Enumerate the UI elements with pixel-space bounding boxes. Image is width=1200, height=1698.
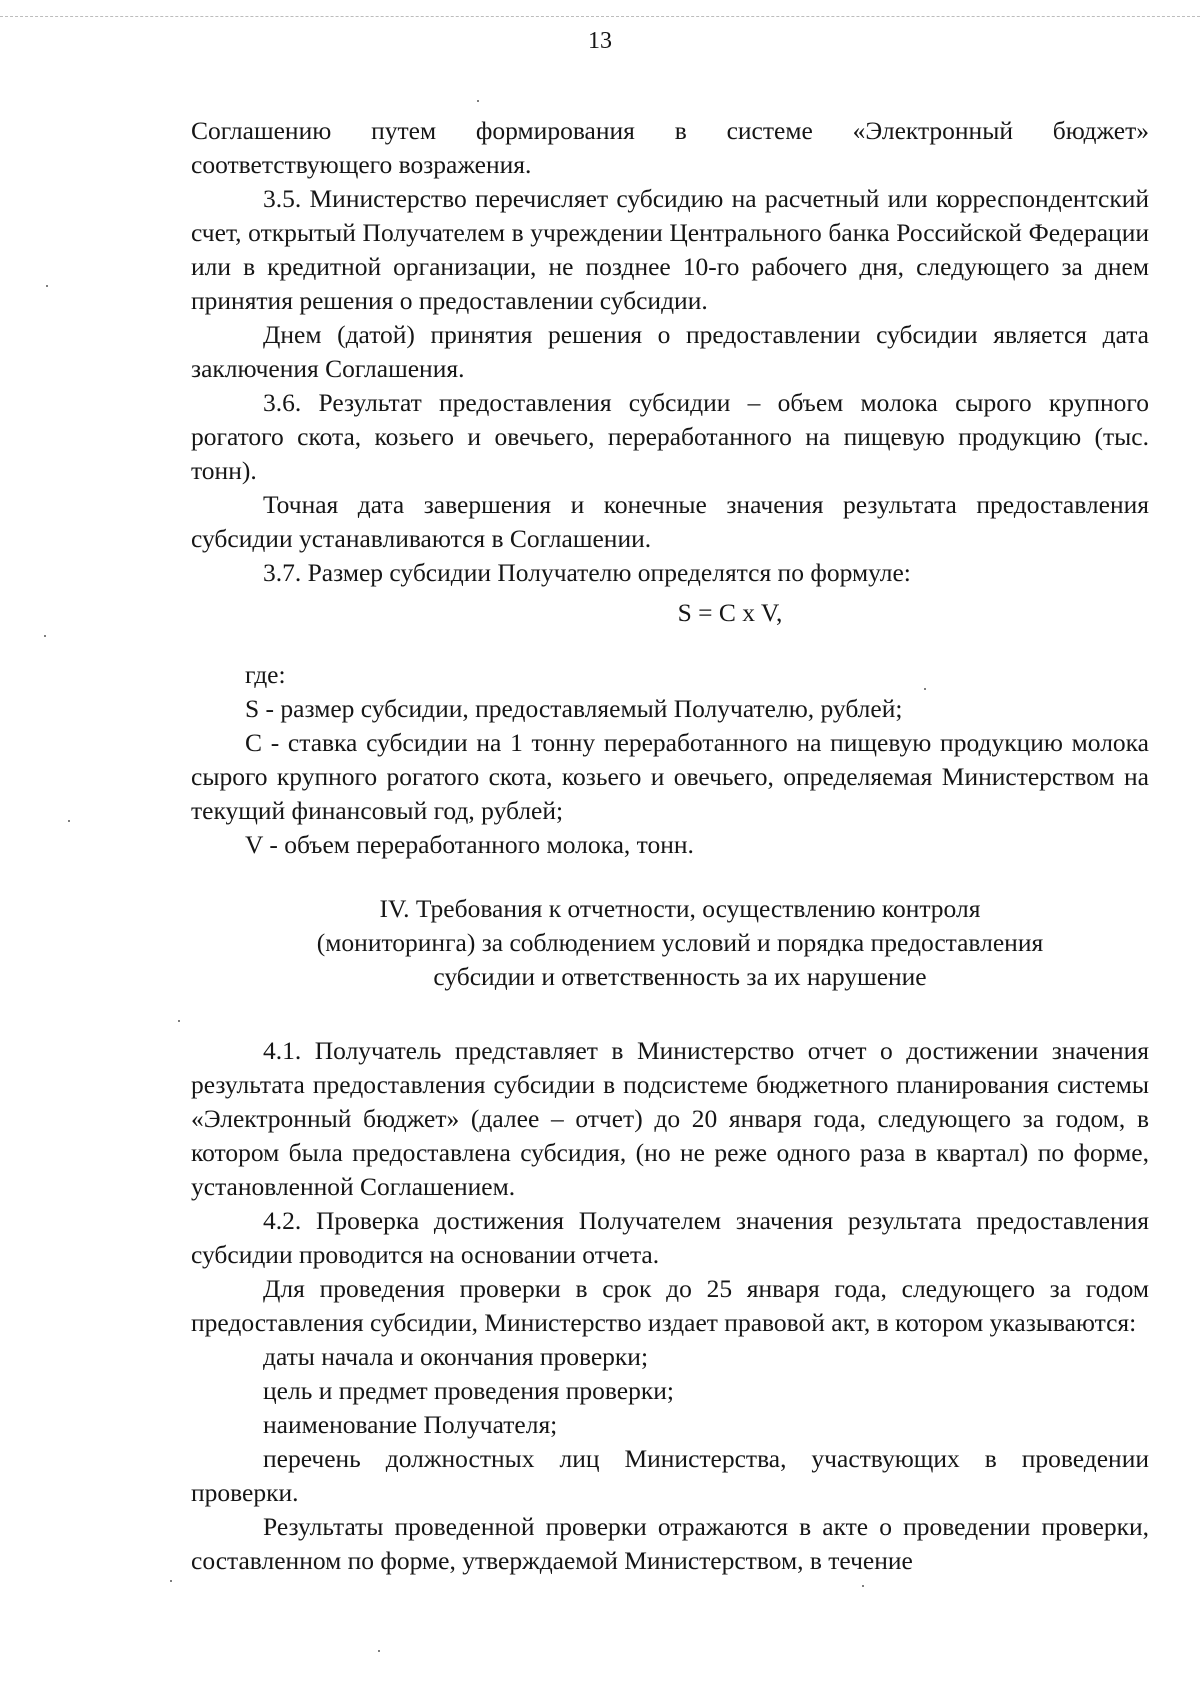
paragraph-3-6: 3.6. Результат предоставления субсидии – объем молока сырого крупного рогатого скота, козьего и овечьего, переработанного на пищевую продукцию (тыс. тонн). [191, 388, 1149, 485]
definition-s: S - размер субсидии, предоставляемый Получателю, рублей; [245, 694, 903, 723]
list-item: перечень должностных лиц Министерства, участвующих в проведении проверки. [191, 1444, 1149, 1507]
scan-speck [178, 1020, 180, 1022]
document-body [191, 114, 1149, 1578]
section-heading-line-3: субсидии и ответственность за их нарушение [433, 962, 927, 991]
scan-speck [862, 1585, 864, 1587]
page-number: 13 [588, 28, 612, 54]
scan-speck [68, 820, 70, 822]
scan-top-edge [0, 16, 1200, 17]
scan-speck [477, 100, 479, 102]
scan-speck [378, 1650, 380, 1652]
list-item: цель и предмет проведения проверки; [263, 1376, 674, 1405]
paragraph-inspection-act: Для проведения проверки в срок до 25 января года, следующего за годом предоставления субсидии, Министерство издает правовой акт, в котором указываются: [191, 1274, 1149, 1337]
where-label: где: [245, 660, 286, 689]
scan-speck [924, 688, 926, 690]
paragraph-4-1: 4.1. Получатель представляет в Министерство отчет о достижении значения результата предоставления субсидии в подсистеме бюджетного планирования системы «Электронный бюджет» (далее – отчет) до 20 января года, следующего за годом, в котором была предоставлена субсидия, (но не реже одного раза в квартал) по форме, установленной Соглашением. [191, 1036, 1149, 1201]
paragraph-decision-date: Днем (датой) принятия решения о предоставлении субсидии является дата заключения Соглашения. [191, 320, 1149, 383]
paragraph-3-7: 3.7. Размер субсидии Получателю определятся по формуле: [263, 558, 911, 587]
subsidy-formula: S = C x V, [677, 598, 783, 627]
paragraph-continuation: Соглашению путем формирования в системе «Электронный бюджет» соответствующего возражения. [191, 116, 1149, 179]
scan-speck [46, 285, 48, 287]
scan-speck [170, 1580, 172, 1582]
list-item: даты начала и окончания проверки; [263, 1342, 649, 1371]
paragraph-3-5: 3.5. Министерство перечисляет субсидию на расчетный или корреспондентский счет, открытый Получателем в учреждении Центрального банка Российской Федерации или в кредитной организации, не позднее 10-го рабочего дня, следующего за днем принятия решения о предоставлении субсидии. [191, 184, 1149, 315]
section-heading-line-2: (мониторинга) за соблюдением условий и порядка предоставления [316, 928, 1044, 957]
paragraph-result-values: Точная дата завершения и конечные значения результата предоставления субсидии устанавливаются в Соглашении. [191, 490, 1149, 553]
scan-speck [44, 635, 46, 637]
section-heading [191, 892, 1149, 994]
definition-c: C - ставка субсидии на 1 тонну переработанного на пищевую продукцию молока сырого крупного рогатого скота, козьего и овечьего, определяемая Министерством на текущий финансовый год, рублей; [191, 728, 1149, 825]
paragraph-4-2: 4.2. Проверка достижения Получателем значения результата предоставления субсидии проводится на основании отчета. [191, 1206, 1149, 1269]
definition-v: V - объем переработанного молока, тонн. [245, 830, 694, 859]
paragraph-inspection-results: Результаты проведенной проверки отражаются в акте о проведении проверки, составленном по форме, утверждаемой Министерством, в течение [191, 1512, 1149, 1575]
section-heading-line-1: IV. Требования к отчетности, осуществлению контроля [379, 894, 981, 923]
list-item: наименование Получателя; [263, 1410, 558, 1439]
